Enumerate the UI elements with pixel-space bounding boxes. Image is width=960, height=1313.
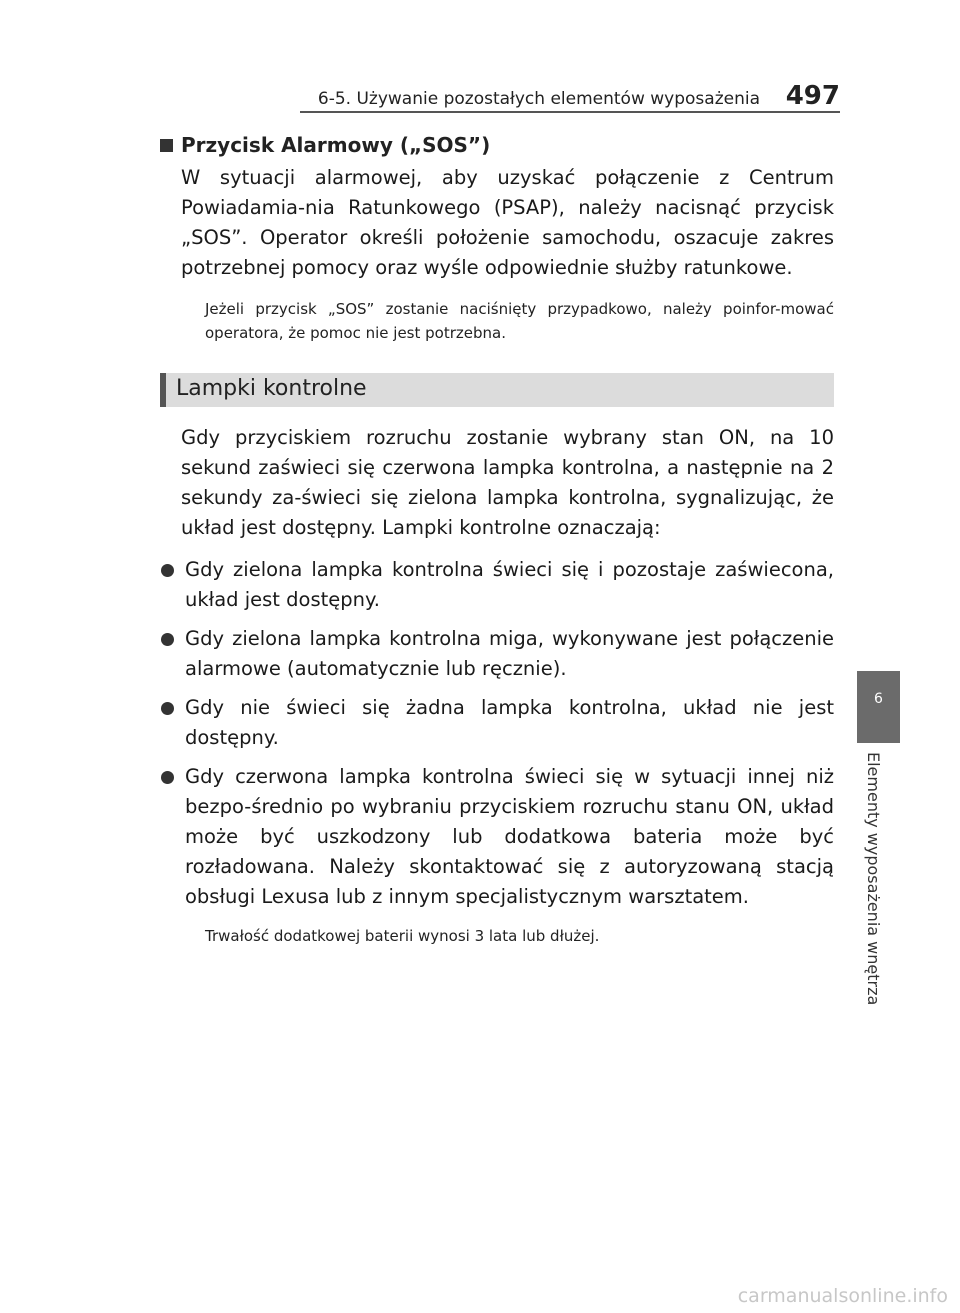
- bullet-dot-icon: [161, 771, 174, 784]
- square-bullet-icon: [160, 139, 173, 152]
- chapter-number: 6: [874, 691, 883, 707]
- bullet-dot-icon: [161, 702, 174, 715]
- section-banner-bar: [160, 373, 166, 407]
- sos-heading-text: Przycisk Alarmowy („SOS”): [181, 133, 491, 157]
- section-title: Lampki kontrolne: [176, 376, 367, 401]
- sos-note: Jeżeli przycisk „SOS” zostanie naciśnięty przypadkowo, należy poinfor-mować operatora, że pomoc nie jest potrzebna.: [205, 300, 834, 342]
- sos-heading: [181, 133, 834, 157]
- bullet-dot-icon: [161, 633, 174, 646]
- bullet-dot-icon: [161, 564, 174, 577]
- list-item-text: Gdy zielona lampka kontrolna miga, wykonywane jest połączenie alarmowe (automatycznie lub ręcznie).: [185, 627, 834, 680]
- watermark: carmanualsonline.info: [737, 1285, 948, 1307]
- page-content: [160, 133, 834, 948]
- lamps-intro: Gdy przyciskiem rozruchu zostanie wybrany stan ON, na 10 sekund zaświeci się czerwona lampka kontrolna, a następnie na 2 sekundy za-świeci się zielona lampka kontrolna, sygnalizując, że układ jest dostępny. Lampki kontrolne oznaczają:: [181, 426, 834, 539]
- chapter-label: Elementy wyposażenia wnętrza: [864, 752, 883, 1006]
- list-item-text: Gdy czerwona lampka kontrolna świeci się w sytuacji innej niż bezpo-średnio po wybraniu przyciskiem rozruchu stanu ON, układ może być uszkodzony lub dodatkowa bateria może być rozładowana. Należy skontaktować się z autoryzowaną stacją obsługi Lexusa lub z innym specjalistycznym warsztatem.: [185, 765, 834, 908]
- page-number: 497: [785, 81, 840, 111]
- list-item-text: Gdy zielona lampka kontrolna świeci się i pozostaje zaświecona, układ jest dostępny.: [185, 558, 834, 611]
- lamps-bullet-list: [160, 555, 834, 912]
- sos-body: W sytuacji alarmowej, aby uzyskać połączenie z Centrum Powiadamia-nia Ratunkowego (PSAP), należy nacisnąć przycisk „SOS”. Operator określi położenie samochodu, oszacuje zakres potrzebnej pomocy oraz wyśle odpowiednie służby ratunkowe.: [181, 166, 834, 279]
- list-item-text: Gdy nie świeci się żadna lampka kontrolna, układ nie jest dostępny.: [185, 696, 834, 749]
- battery-note: Trwałość dodatkowej baterii wynosi 3 lata lub dłużej.: [205, 927, 600, 945]
- list-item: [160, 555, 834, 615]
- header-section-title: 6-5. Używanie pozostałych elementów wyposażenia: [317, 89, 760, 109]
- list-item: [160, 762, 834, 912]
- section-banner: [160, 373, 834, 407]
- page-header: [300, 83, 840, 113]
- header-rule: [300, 111, 840, 113]
- list-item: [160, 693, 834, 753]
- list-item: [160, 624, 834, 684]
- chapter-tab: [857, 671, 900, 743]
